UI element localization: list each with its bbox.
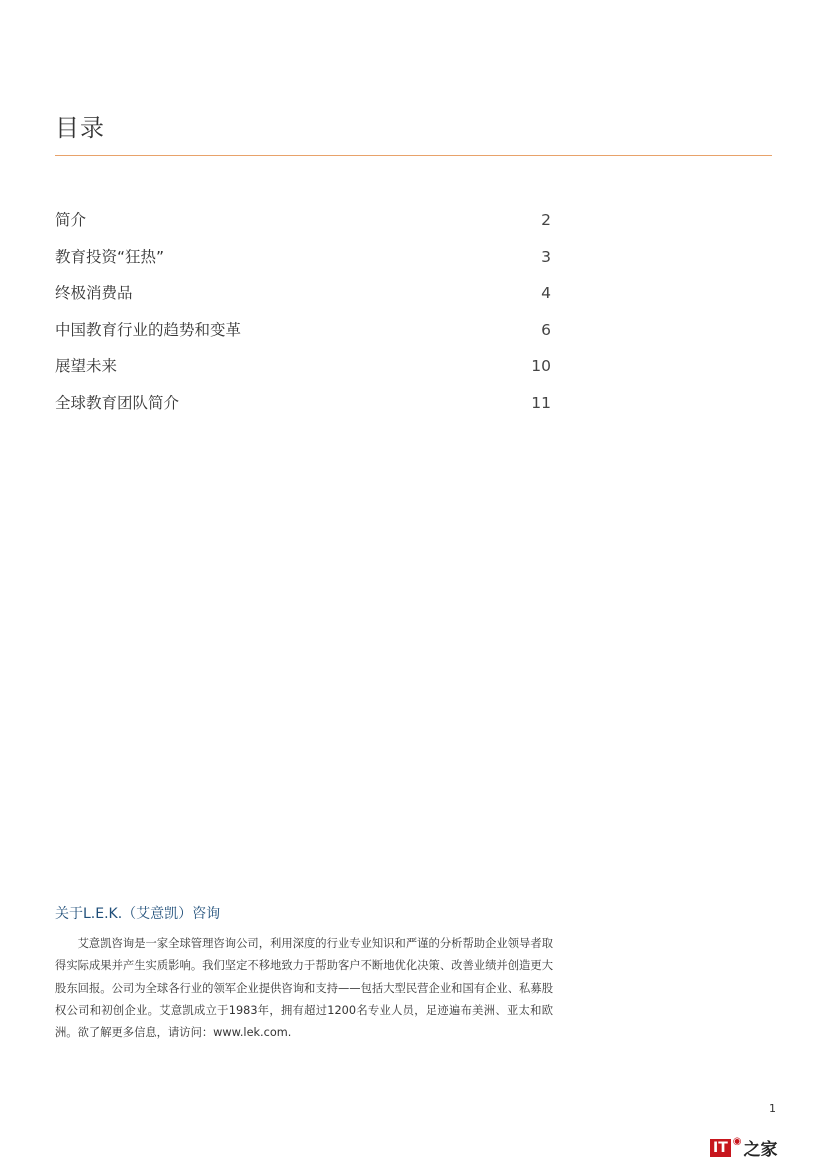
about-paragraph: 艾意凯咨询是一家全球管理咨询公司，利用深度的行业专业知识和严谨的分析帮助企业领导者取得实际成果并产生实质影响。我们坚定不移地致力于帮助客户不断地优化决策、改善业绩并创造更大股东回报。公司为全球各行业的领军企业提供咨询和支持——包括大型民营企业和国有企业、私募股权公司和初创企业。艾意凯成立于1983年，拥有超过1200名专业人员，足迹遍布美洲、亚太和欧洲。欲了解更多信息，请访问：www.lek.com. [55, 937, 553, 1040]
toc-item-outlook[interactable] [55, 354, 551, 391]
toc-item-label: 简介 [55, 211, 87, 229]
toc-item-label: 展望未来 [55, 357, 118, 375]
toc-item-label: 全球教育团队简介 [55, 393, 180, 412]
logo-it-mark: IT [710, 1139, 731, 1157]
toc-item-investment[interactable] [55, 245, 551, 282]
toc-item-page: 2 [541, 211, 551, 229]
page-title: 目录 [55, 114, 105, 142]
toc-item-trends[interactable] [55, 318, 551, 355]
table-of-contents [55, 208, 551, 427]
eye-icon: ◉ [732, 1136, 742, 1147]
toc-item-intro[interactable] [55, 208, 551, 245]
toc-item-page: 10 [531, 357, 551, 375]
toc-item-team[interactable] [55, 391, 551, 428]
about-heading: 关于L.E.K.（艾意凯）咨询 [55, 906, 221, 922]
title-divider [55, 155, 772, 156]
toc-item-label: 教育投资“狂热” [55, 247, 165, 266]
toc-item-page: 4 [541, 284, 551, 302]
toc-item-consumer[interactable] [55, 281, 551, 318]
page-number: 1 [769, 1102, 776, 1115]
toc-item-page: 3 [541, 247, 551, 266]
ithome-logo [710, 1135, 778, 1160]
toc-item-page: 6 [541, 320, 551, 339]
logo-suffix: 之家 [743, 1140, 778, 1160]
toc-item-label: 中国教育行业的趋势和变革 [55, 320, 242, 339]
toc-item-label: 终极消费品 [55, 284, 133, 302]
toc-item-page: 11 [531, 393, 551, 412]
